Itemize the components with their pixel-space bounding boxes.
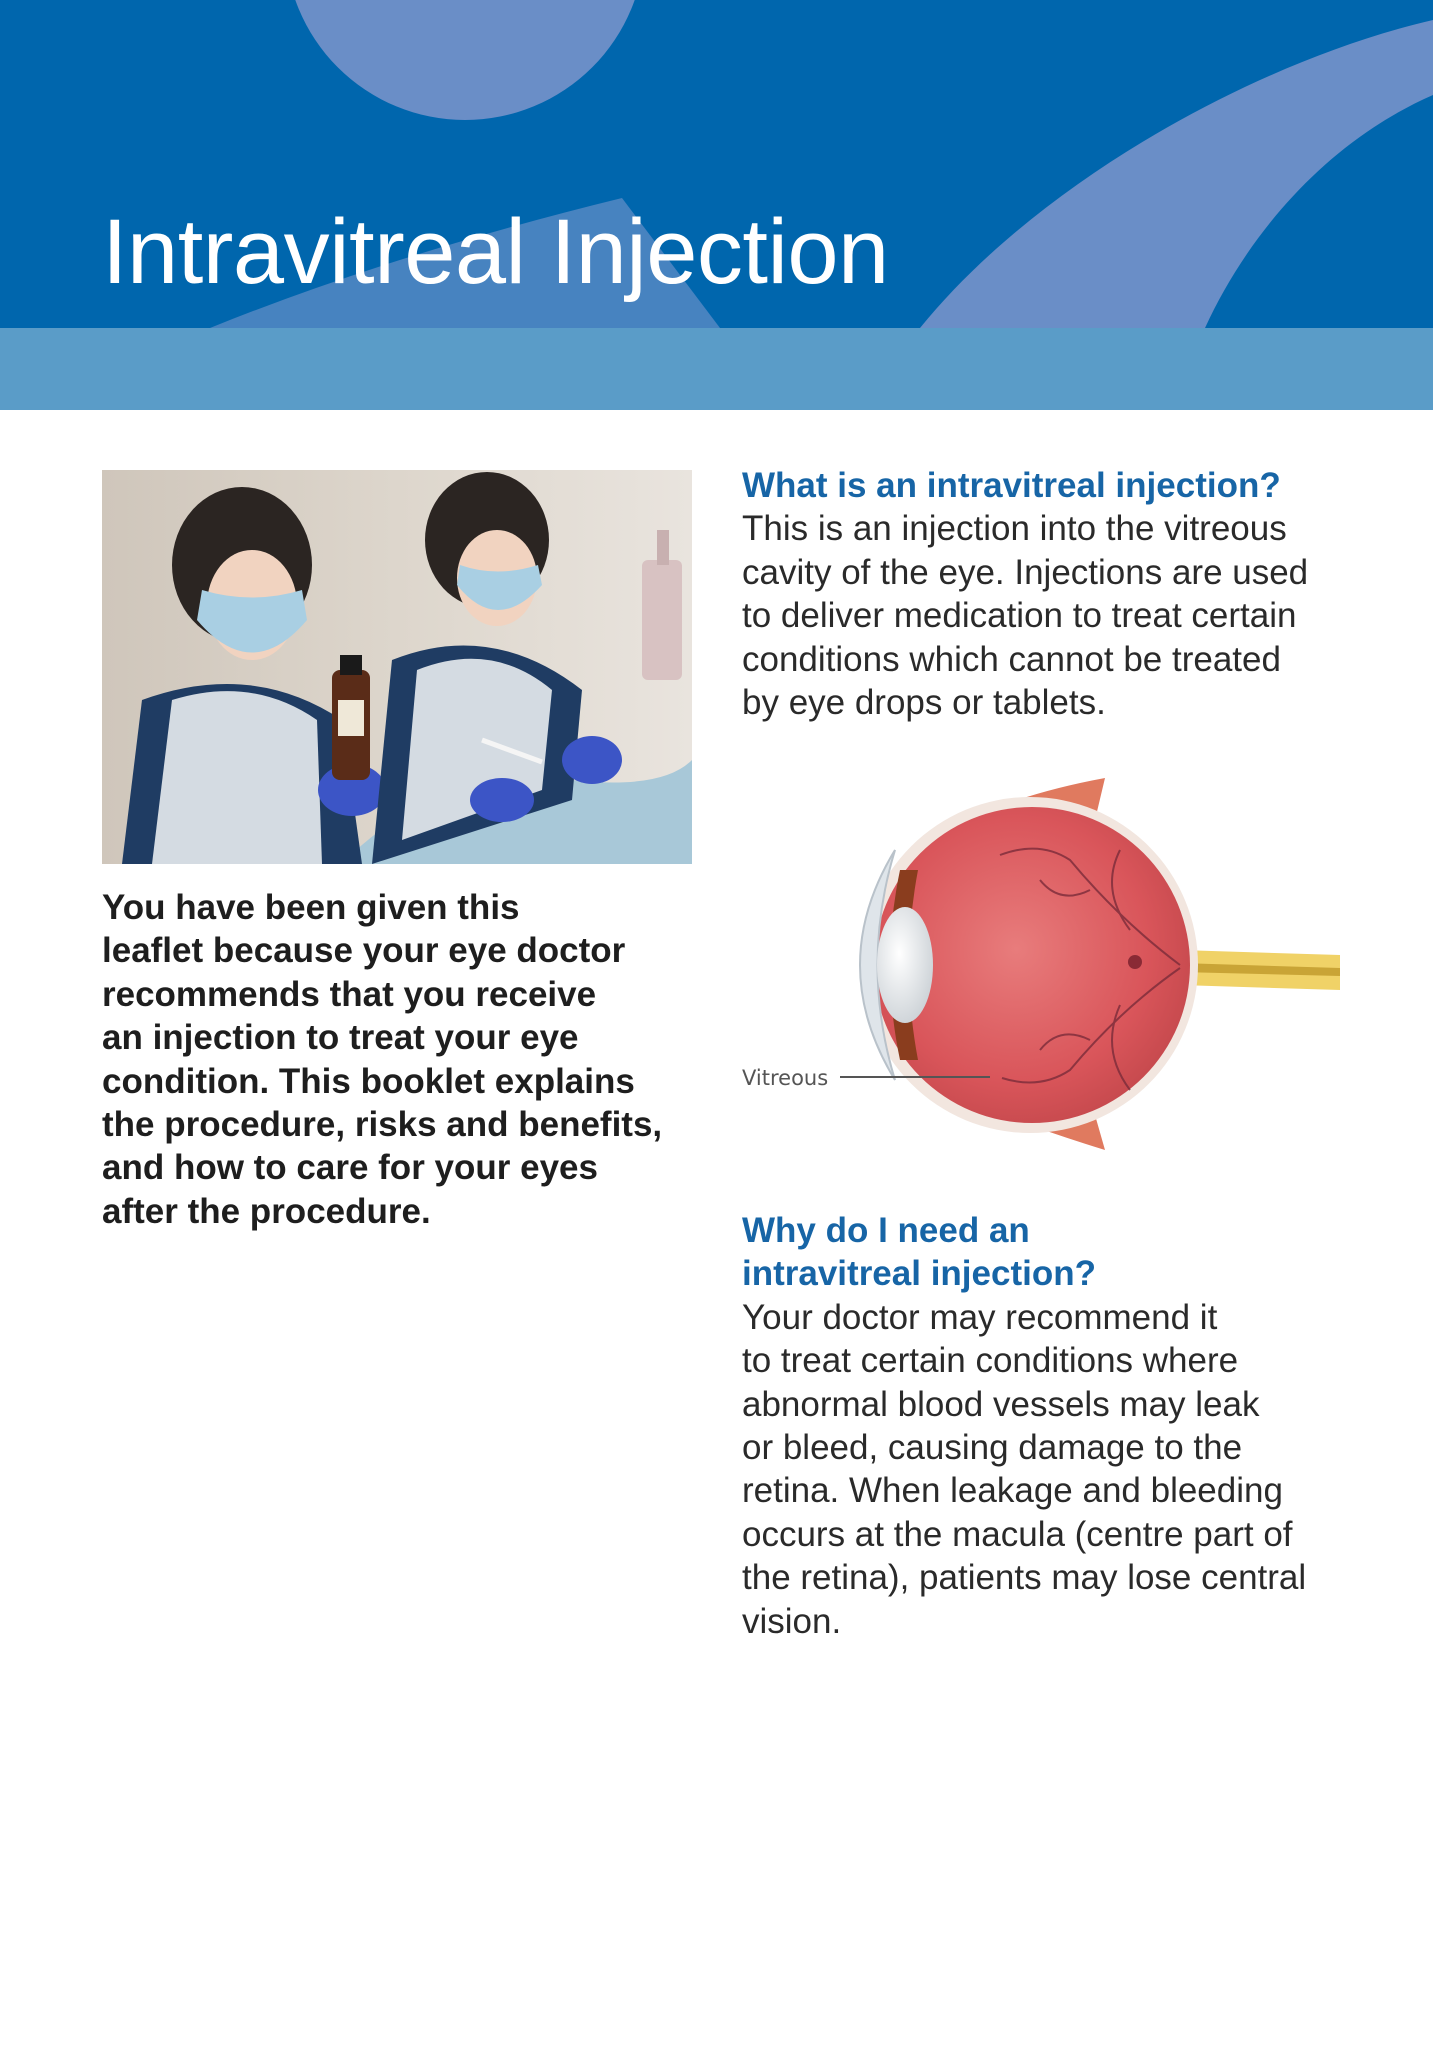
- intro-paragraph: [102, 886, 702, 1233]
- body-line: by eye drops or tablets.: [742, 683, 1106, 723]
- section-body: [742, 507, 1342, 724]
- body-line: abnormal blood vessels may leak: [742, 1384, 1260, 1424]
- body-line: This is an injection into the vitreous: [742, 509, 1287, 549]
- body-line: the retina), patients may lose central: [742, 1558, 1307, 1598]
- nurses-preparing-injection-photo: [102, 470, 692, 864]
- body-line: to treat certain conditions where: [742, 1341, 1239, 1381]
- body-line: retina. When leakage and bleeding: [742, 1471, 1283, 1511]
- intro-line: an injection to treat your eye: [102, 1018, 579, 1058]
- body-line: to deliver medication to treat certain: [742, 596, 1297, 636]
- body-line: cavity of the eye. Injections are used: [742, 552, 1309, 592]
- body-line: vision.: [742, 1601, 842, 1641]
- body-line: conditions which cannot be treated: [742, 639, 1281, 679]
- intro-line: You have been given this: [102, 888, 520, 927]
- intro-line: recommends that you receive: [102, 974, 597, 1014]
- intro-line: and how to care for your eyes: [102, 1148, 598, 1188]
- intro-line: leaflet because your eye doctor: [102, 931, 626, 971]
- intro-line: condition. This booklet explains: [102, 1061, 635, 1101]
- section-what-is: [742, 464, 1342, 724]
- section-heading: What is an intravitreal injection?: [742, 466, 1281, 505]
- body-line: occurs at the macula (centre part of: [742, 1514, 1293, 1554]
- header-banner: [0, 0, 1433, 410]
- section-body: [742, 1296, 1322, 1643]
- intro-line: after the procedure.: [102, 1191, 431, 1231]
- section-why-needed: [742, 1209, 1322, 1643]
- vitreous-label: Vitreous: [742, 1066, 829, 1090]
- intro-line: the procedure, risks and benefits,: [102, 1105, 663, 1145]
- page-title: Intravitreal Injection: [102, 201, 889, 303]
- body-line: or bleed, causing damage to the: [742, 1428, 1243, 1468]
- section-heading: [742, 1209, 1322, 1296]
- heading-line: Why do I need an: [742, 1211, 1030, 1250]
- body-line: Your doctor may recommend it: [742, 1297, 1218, 1337]
- eye-cross-section-diagram: [740, 770, 1340, 1160]
- heading-line: intravitreal injection?: [742, 1254, 1096, 1294]
